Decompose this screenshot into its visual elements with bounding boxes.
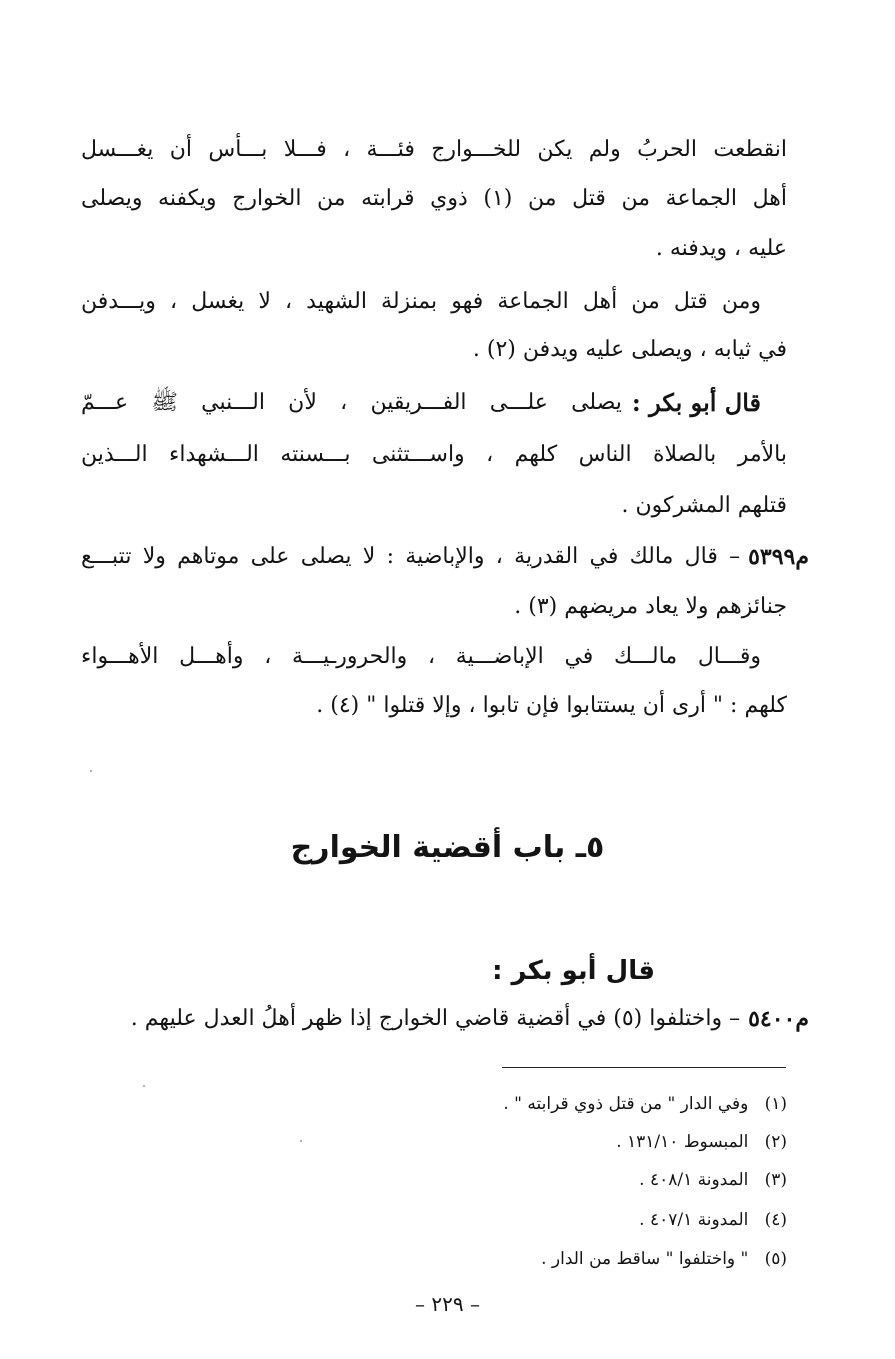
text-line-8: قتلهم المشركون . xyxy=(621,493,787,518)
footnote-3 xyxy=(639,1167,787,1193)
entry-5400-text: – واختلفوا (٥) في أقضية قاضي الخوارج إذا ظهر أهلُ العدل عليهم . xyxy=(130,1006,741,1031)
entry-number-5400: م٥٤٠٠ xyxy=(748,1006,809,1032)
footnote-2-number: (٢) xyxy=(764,1132,787,1152)
text-line-12: كلهم : " أرى أن يستتابوا فإن تابوا ، وإلا قتلوا " (٤) . xyxy=(316,693,787,718)
text-line-2: أهل الجماعة من قتل من (١) ذوي قرابته من الخوارج ويكفنه ويصلى xyxy=(81,186,787,211)
text-line-9 xyxy=(81,540,809,574)
footnote-4 xyxy=(639,1207,787,1233)
footnote-3-number: (٣) xyxy=(764,1170,787,1190)
text-line-6 xyxy=(81,386,761,420)
chapter-heading: ٥ـ باب أقضية الخوارج xyxy=(290,830,605,865)
footnote-3-text: المدونة ٤٠٨/١ . xyxy=(639,1170,749,1190)
footnote-1-number: (١) xyxy=(764,1094,787,1114)
text-line-6-body: يصلى علـــى الفـــريقين ، لأن الـــنبي ﷺ عـــمّ xyxy=(81,390,622,415)
scan-speck xyxy=(300,1140,302,1142)
entry-number-5399: م٥٣٩٩ xyxy=(748,544,809,570)
footnote-5-number: (٥) xyxy=(764,1249,787,1269)
text-line-11: وقـــال مالـــك في الإباضـــية ، والحرورـيـــة ، وأهـــل الأهـــواء xyxy=(81,644,761,669)
text-line-3: عليه ، ويدفنه . xyxy=(655,236,787,261)
entry-5400 xyxy=(131,1002,809,1036)
text-line-5: في ثيابه ، ويصلى عليه ويدفن (٢) . xyxy=(472,337,787,362)
footnote-1 xyxy=(503,1091,787,1117)
page-number: – ٢٢٩ – xyxy=(415,1292,480,1316)
text-line-1: انقطعت الحربُ ولم يكن للخـــوارج فئـــة ، فـــلا بـــأس أن يغـــسل xyxy=(81,137,787,162)
text-line-10: جنائزهم ولا يعاد مريضهم (٣) . xyxy=(514,594,787,619)
scan-speck xyxy=(143,1085,145,1087)
footnote-1-text: وفي الدار " من قتل ذوي قرابته " . xyxy=(503,1094,749,1114)
footnote-divider xyxy=(502,1067,786,1068)
subheading: قال أبو بكر : xyxy=(492,956,655,986)
footnote-5 xyxy=(541,1246,787,1272)
text-line-4: ومن قتل من أهل الجماعة فهو بمنزلة الشهيد ، لا يغسل ، ويـــدفن xyxy=(81,289,761,314)
speaker-label: قال أبو بكر : xyxy=(631,388,761,417)
footnote-4-number: (٤) xyxy=(764,1210,787,1230)
text-line-7: بالأمر بالصلاة الناس كلهم ، واســـتثنى بـــسنته الـــشهداء الـــذين xyxy=(81,442,787,467)
scan-speck xyxy=(90,770,92,772)
text-line-9-body: – قال مالك في القدرية ، والإباضية : لا يصلى على موتاهم ولا تتبـــع xyxy=(81,544,741,569)
footnote-5-text: " واختلفوا " ساقط من الدار . xyxy=(541,1249,749,1269)
footnote-2 xyxy=(616,1129,787,1155)
footnote-4-text: المدونة ٤٠٧/١ . xyxy=(639,1210,749,1230)
footnote-2-text: المبسوط ١٣١/١٠ . xyxy=(616,1132,749,1152)
